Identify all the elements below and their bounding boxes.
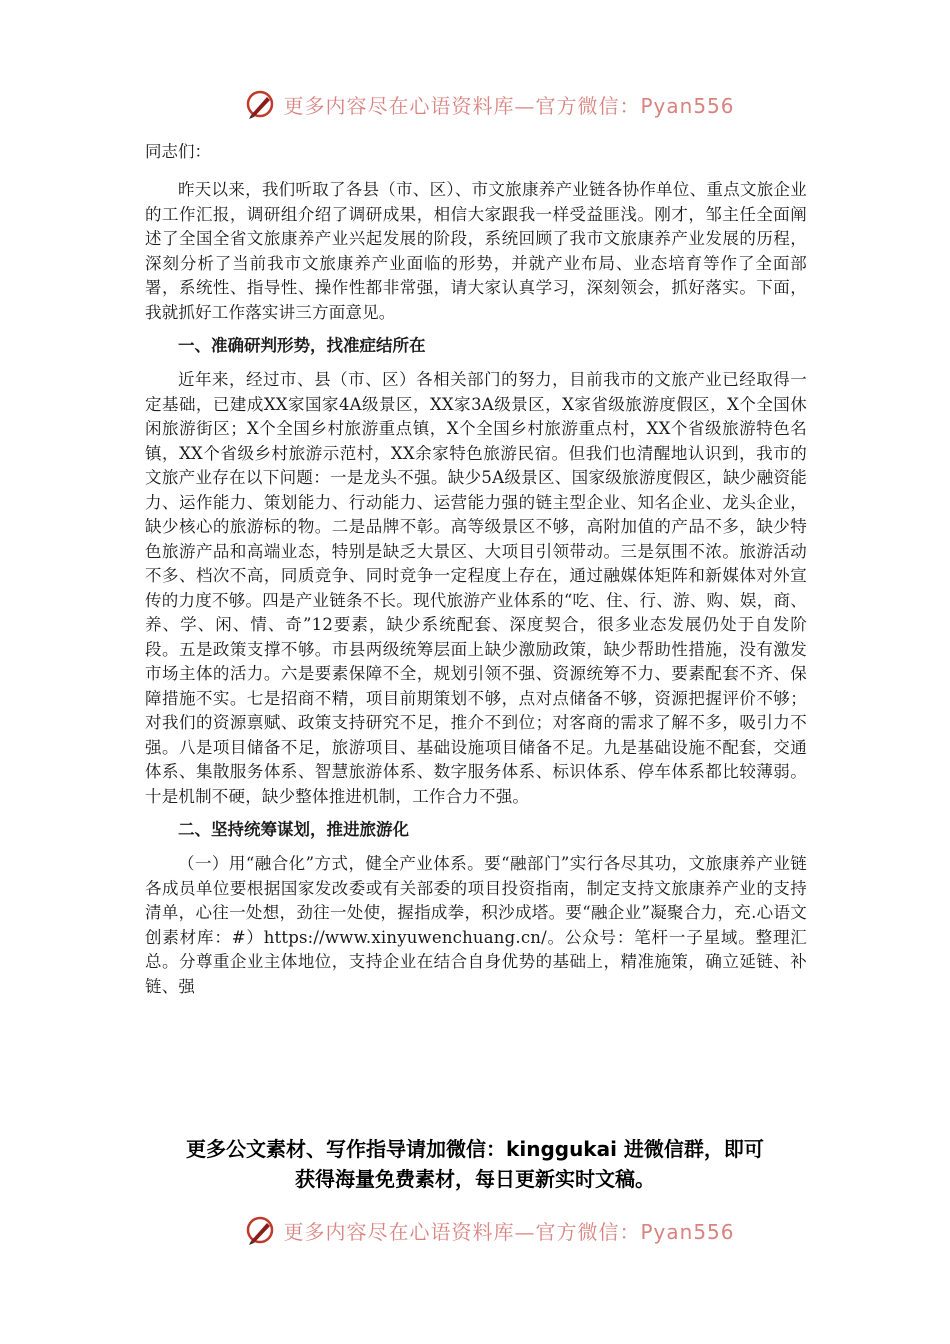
section-1-paragraph: 近年来，经过市、县（市、区）各相关部门的努力，目前我市的文旅产业已经取得一定基础，已建成XX家国家4A级景区，XX家3A级景区，X家省级旅游度假区，X个全国休闲旅游街区；X个全国乡村旅游重点镇，X个全国乡村旅游重点村，XX个省级旅游特色名镇，XX个省级乡村旅游示范村，XX余家特色旅游民宿。但我们也清醒地认识到，我市的文旅产业存在以下问题：一是龙头不强。缺少5A级景区、国家级旅游度假区，缺少融资能力、运作能力、策划能力、行动能力、运营能力强的链主型企业、知名企业、龙头企业，缺少核心的旅游标的物。二是品牌不彰。高等级景区不够，高附加值的产品不多，缺少特色旅游产品和高端业态，特别是缺乏大景区、大项目引领带动。三是氛围不浓。旅游活动不多、档次不高，同质竞争、同时竞争一定程度上存在，通过融媒体矩阵和新媒体对外宣传的力度不够。四是产业链条不长。现代旅游产业体系的“吃、住、行、游、购、娱，商、养、学、闲、情、奇”12要素，缺少系统配套、深度契合，很多业态发展仍处于自发阶段。五是政策支撑不够。市县两级统筹层面上缺少激励政策，缺少帮助性措施，没有激发市场主体的活力。六是要素保障不全，规划引领不强、资源统筹不力、要素配套不齐、保障措施不实。七是招商不精，项目前期策划不够，点对点储备不够，资源把握评价不够；对我们的资源禀赋、政策支持研究不足，推介不到位；对客商的需求了解不多，吸引力不强。八是项目储备不足，旅游项目、基础设施项目储备不足。九是基础设施不配套，交通体系、集散服务体系、智慧旅游体系、数字服务体系、标识体系、停车体系都比较薄弱。十是机制不硬，缺少整体推进机制，工作合力不强。: [145, 370, 807, 806]
footer-banner: [0, 1210, 950, 1250]
section-heading-2: 二、坚持统筹谋划，推进旅游化: [178, 820, 409, 839]
greeting: 同志们：: [145, 142, 211, 161]
pen-logo-icon: [245, 1215, 275, 1245]
header-banner: [0, 84, 950, 124]
banner-text: 更多内容尽在心语资料库—官方微信：Pyan556: [283, 1219, 735, 1244]
document-body: [145, 140, 807, 1008]
pen-logo-icon: [245, 89, 275, 119]
banner-text: 更多内容尽在心语资料库—官方微信：Pyan556: [283, 93, 735, 118]
promo-line-1: 更多公文素材、写作指导请加微信：kinggukai 进微信群，即可: [186, 1137, 764, 1161]
intro-paragraph: 昨天以来，我们听取了各县（市、区）、市文旅康养产业链各协作单位、重点文旅企业的工作汇报，调研组介绍了调研成果，相信大家跟我一样受益匪浅。刚才，邹主任全面阐述了全国全省文旅康养产业兴起发展的阶段，系统回顾了我市文旅康养产业发展的历程，深刻分析了当前我市文旅康养产业面临的形势，并就产业布局、业态培育等作了全面部署，系统性、指导性、操作性都非常强，请大家认真学习，深刻领会，抓好落实。下面，我就抓好工作落实讲三方面意见。: [145, 180, 807, 322]
promo-line-2: 获得海量免费素材，每日更新实时文稿。: [295, 1167, 655, 1191]
section-2-paragraph: （一）用“融合化”方式，健全产业体系。要“融部门”实行各尽其功，文旅康养产业链各成员单位要根据国家发改委或有关部委的项目投资指南，制定支持文旅康养产业的支持清单，心往一处想，劲往一处使，握指成拳，积沙成塔。要“融企业”凝聚合力，充.心语文创素材库：#）https://www.xinyuwenchuang.cn/。公众号：笔杆一子星域。整理汇总。分尊重企业主体地位，支持企业在结合自身优势的基础上，精准施策，确立延链、补链、强: [145, 854, 807, 996]
section-heading-1: 一、准确研判形势，找准症结所在: [178, 336, 426, 355]
promo-notice: [0, 1134, 950, 1194]
